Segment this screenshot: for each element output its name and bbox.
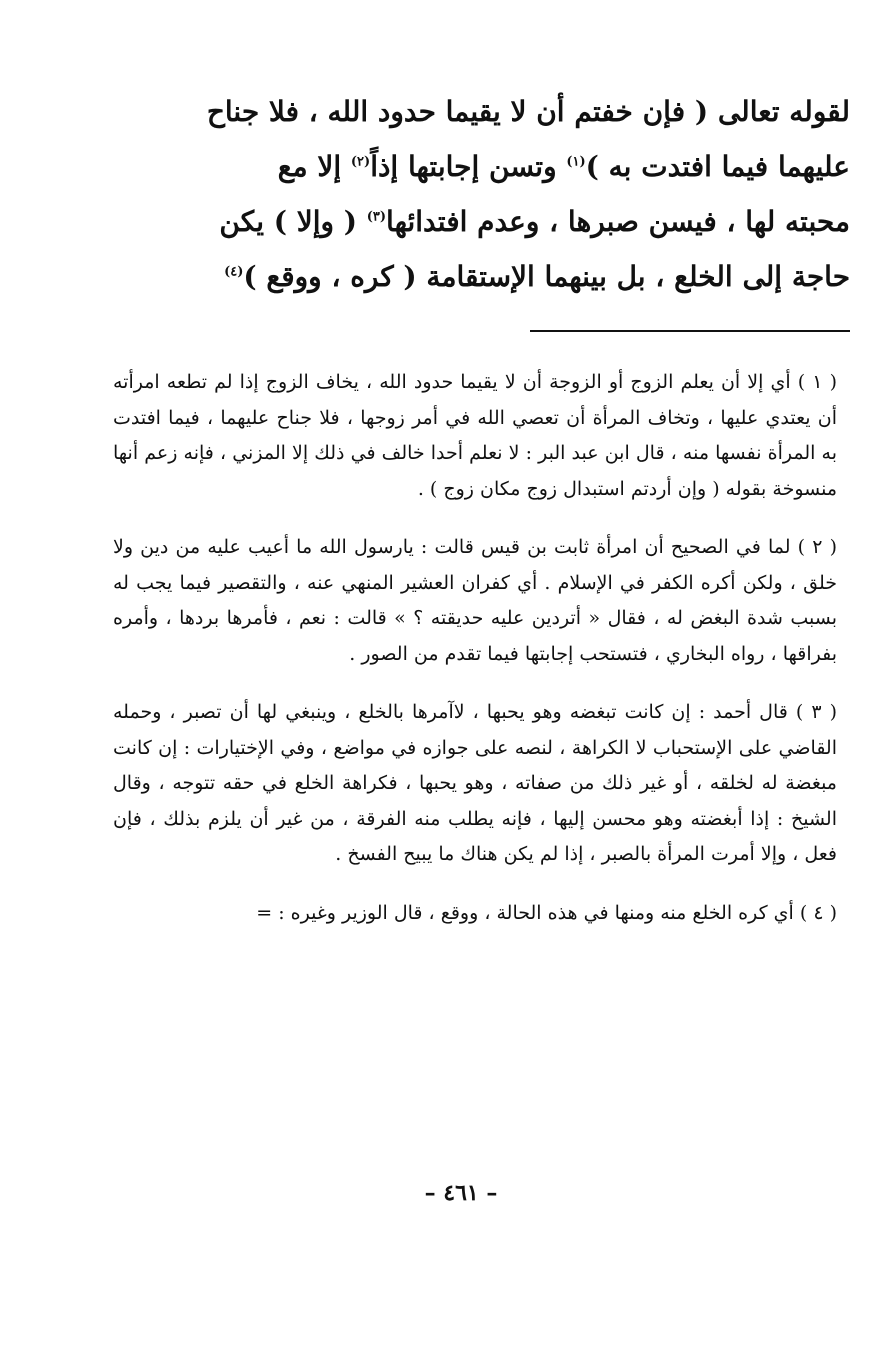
footnote-separator	[530, 330, 850, 332]
main-text-segment: محبته لها ، فيسن صبرها ، وعدم افتدائها	[386, 205, 850, 238]
footnote-4: ( ٤ ) أي كره الخلع منه ومنها في هذه الحالة ، ووقع ، قال الوزير وغيره : =	[256, 901, 837, 924]
footnotes-block	[113, 365, 837, 954]
main-text-segment: لقوله تعالى ( فإن خفتم أن لا يقيما حدود الله ، فلا جناح	[206, 95, 850, 128]
footnote-ref-3: (٣)	[366, 209, 387, 225]
footnote-2: ( ٢ ) لما في الصحيح أن امرأة ثابت بن قيس قالت : يارسول الله ما أعيب عليه من دين ولا خلق ، ولكن أكره الكفر في الإسلام . أي كفران العشير المنهي عنه ، والتقصير فيما يجب له بسبب شدة البغض له ، فقال « أتردين عليه حديقته ؟ » قالت : نعم ، فأمرها بردها ، وأمره بفراقها ، رواه البخاري ، فتستحب إجابتها فيما تقدم من الصور .	[113, 536, 838, 665]
main-text-line	[108, 194, 850, 249]
footnote-ref-2: (٢)	[350, 154, 371, 170]
main-text-segment: إلا مع	[277, 150, 351, 183]
main-text-line	[108, 84, 850, 139]
main-text-segment: ( وإلا ) يكن	[219, 205, 367, 238]
footnote-3: ( ٣ ) قال أحمد : إن كانت تبغضه وهو يحبها ، لاآمرها بالخلع ، وينبغي لها أن تصبر ، وحمله القاضي على الإستحباب لا الكراهة ، لنصه على جوازه في مواضع ، وفي الإختيارات : إن كانت مبغضة له لخلقه ، أو غير ذلك من صفاته ، وهو يحبها ، فكراهة الخلع في حقه تتوجه ، وقال الشيخ : إذا أبغضته وهو محسن إليها ، فإنه يطلب منه الفرقة ، من غير أن يلزم بذلك ، فإن فعل ، وإلا أمرت المرأة بالصبر ، إذا لم يكن هناك ما يبيح الفسخ .	[113, 701, 837, 865]
main-text-block	[108, 84, 850, 304]
footnote-ref-4: (٤)	[224, 264, 244, 280]
main-text-segment: حاجة إلى الخلع ، بل بينهما الإستقامة ( كره ، ووقع )	[243, 260, 850, 293]
main-text-segment: وتسن إجابتها إذاً	[370, 150, 567, 183]
main-text-line	[108, 139, 850, 194]
footnote-1: ( ١ ) أي إلا أن يعلم الزوج أو الزوجة أن لا يقيما حدود الله ، يخاف الزوج إذا لم تطعه امرأته أن يعتدي عليها ، وتخاف المرأة أن تعصي الله في أمر زوجها ، فلا جناح عليهما ، فيما افتدت به المرأة نفسها منه ، قال ابن عبد البر : لا نعلم أحدا خالف في ذلك إلا المزني ، فإنه زعم أنها منسوخة بقوله ( وإن أردتم استبدال زوج مكان زوج ) .	[113, 371, 837, 500]
page-number: – ٤٦١ –	[424, 1180, 498, 1206]
footnote-ref-1: (١)	[566, 154, 586, 170]
main-text-line	[108, 249, 850, 304]
main-text-segment: عليهما فيما افتدت به )	[585, 150, 850, 183]
